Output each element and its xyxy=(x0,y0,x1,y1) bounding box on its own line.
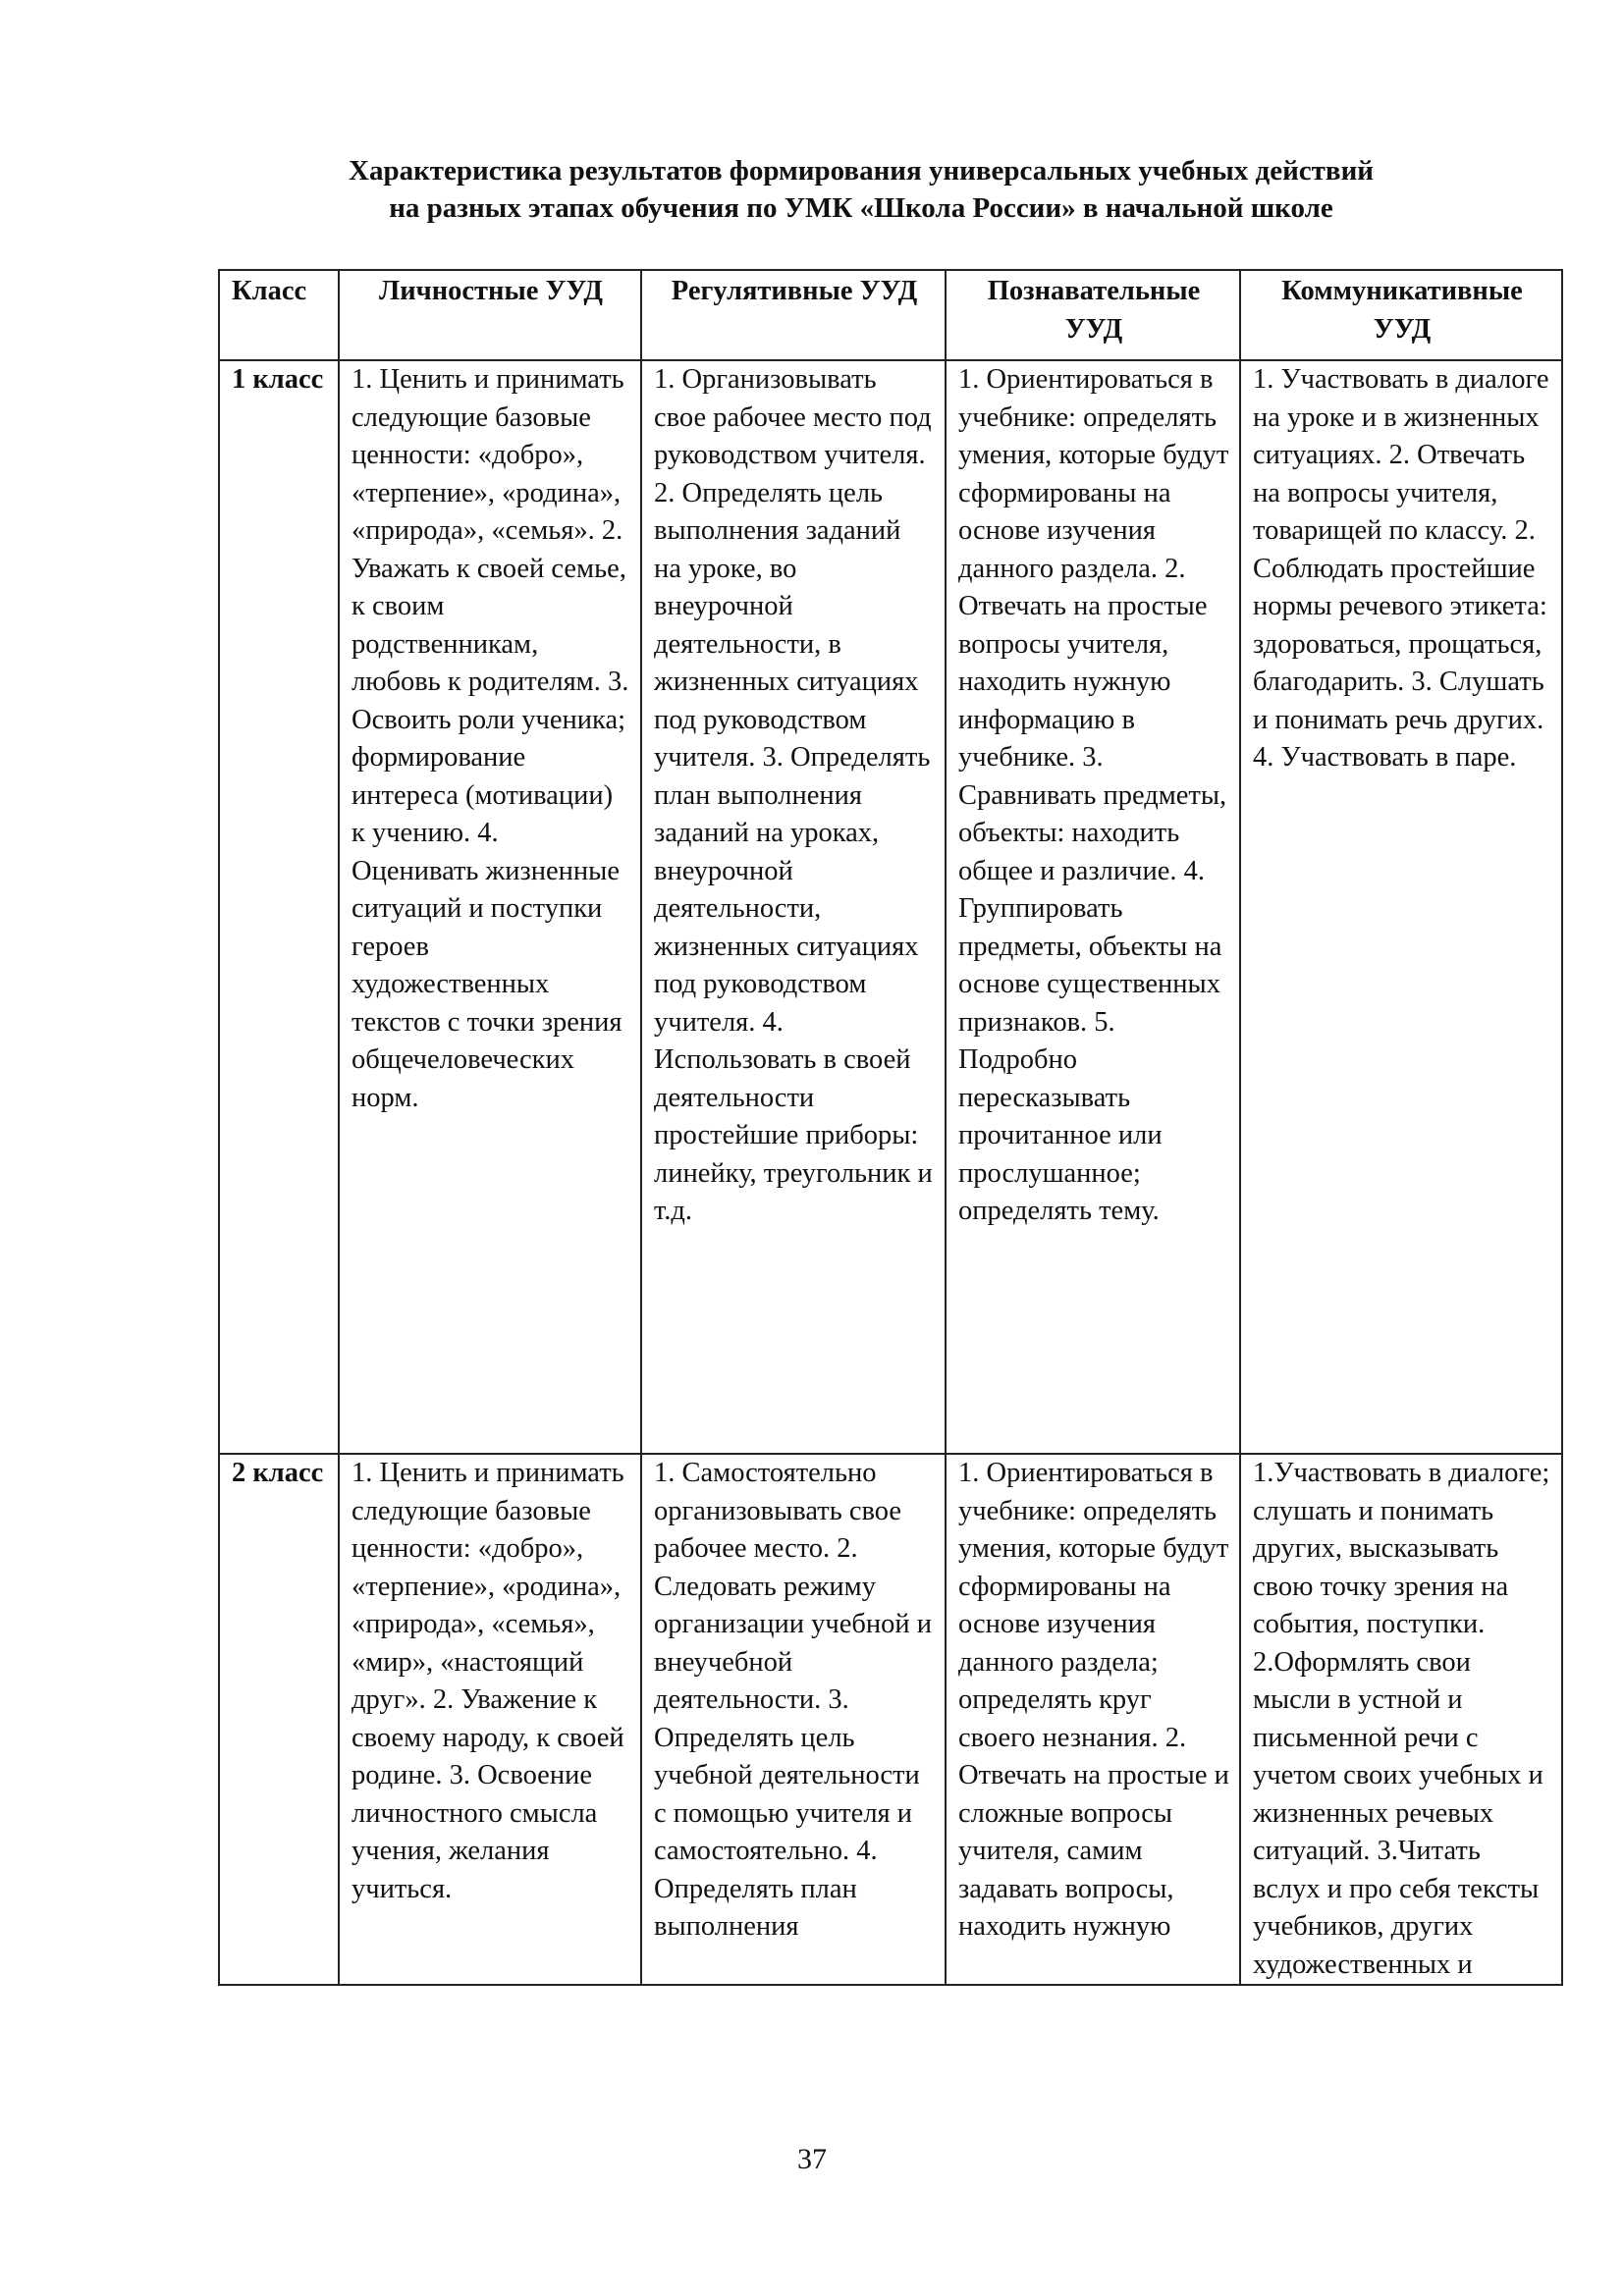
header-communicative: Коммуникативные УУД xyxy=(1240,270,1562,360)
page-number: 37 xyxy=(797,2143,827,2175)
table-header-row xyxy=(219,270,1562,360)
personal-cell: 1. Ценить и принимать следующие базовые ценности: «добро», «терпение», «родина», «природа», «семья». 2. Уважать к своей семье, к своим родственникам, любовь к родителям. 3. Освоить роли ученика; формирование интереса (мотивации) к учению. 4. Оценивать жизненные ситуаций и поступки героев художественных текстов с точки зрения общечеловеческих норм. xyxy=(339,360,641,1454)
communicative-cell: 1. Участвовать в диалоге на уроке и в жизненных ситуациях. 2. Отвечать на вопросы учителя, товарищей по классу. 2. Соблюдать простейшие нормы речевого этикета: здороваться, прощаться, благодарить. 3. Слушать и понимать речь других. 4. Участвовать в паре. xyxy=(1240,360,1562,1454)
page-title xyxy=(0,152,1624,227)
header-class: Класс xyxy=(219,270,339,360)
title-line-1: Характеристика результатов формирования универсальных учебных действий xyxy=(349,155,1374,187)
personal-cell: 1. Ценить и принимать следующие базовые ценности: «добро», «терпение», «родина», «природа», «семья», «мир», «настоящий друг». 2. Уважение к своему народу, к своей родине. 3. Освоение личностного смысла учения, желания учиться. xyxy=(339,1454,641,1985)
uud-table xyxy=(218,269,1563,1986)
title-line-2: на разных этапах обучения по УМК «Школа России» в начальной школе xyxy=(389,192,1333,224)
header-personal: Личностные УУД xyxy=(339,270,641,360)
table-row xyxy=(219,360,1562,1454)
header-cognitive: Познавательные УУД xyxy=(946,270,1240,360)
cognitive-cell: 1. Ориентироваться в учебнике: определять умения, которые будут сформированы на основе изучения данного раздела. 2. Отвечать на простые вопросы учителя, находить нужную информацию в учебнике. 3. Сравнивать предметы, объекты: находить общее и различие. 4. Группировать предметы, объекты на основе существенных признаков. 5. Подробно пересказывать прочитанное или прослушанное; определять тему. xyxy=(946,360,1240,1454)
grade-cell: 2 класс xyxy=(219,1454,339,1985)
header-regulatory: Регулятивные УУД xyxy=(641,270,946,360)
table-row xyxy=(219,1454,1562,1985)
communicative-cell: 1.Участвовать в диалоге; слушать и понимать других, высказывать свою точку зрения на события, поступки. 2.Оформлять свои мысли в устной и письменной речи с учетом своих учебных и жизненных речевых ситуаций. 3.Читать вслух и про себя тексты учебников, других художественных и xyxy=(1240,1454,1562,1985)
regulatory-cell: 1. Организовывать свое рабочее место под руководством учителя. 2. Определять цель выполнения заданий на уроке, во внеурочной деятельности, в жизненных ситуациях под руководством учителя. 3. Определять план выполнения заданий на уроках, внеурочной деятельности, жизненных ситуациях под руководством учителя. 4. Использовать в своей деятельности простейшие приборы: линейку, треугольник и т.д. xyxy=(641,360,946,1454)
cognitive-cell: 1. Ориентироваться в учебнике: определять умения, которые будут сформированы на основе изучения данного раздела; определять круг своего незнания. 2. Отвечать на простые и сложные вопросы учителя, самим задавать вопросы, находить нужную xyxy=(946,1454,1240,1985)
regulatory-cell: 1. Самостоятельно организовывать свое рабочее место. 2. Следовать режиму организации учебной и внеучебной деятельности. 3. Определять цель учебной деятельности с помощью учителя и самостоятельно. 4. Определять план выполнения xyxy=(641,1454,946,1985)
grade-cell: 1 класс xyxy=(219,360,339,1454)
